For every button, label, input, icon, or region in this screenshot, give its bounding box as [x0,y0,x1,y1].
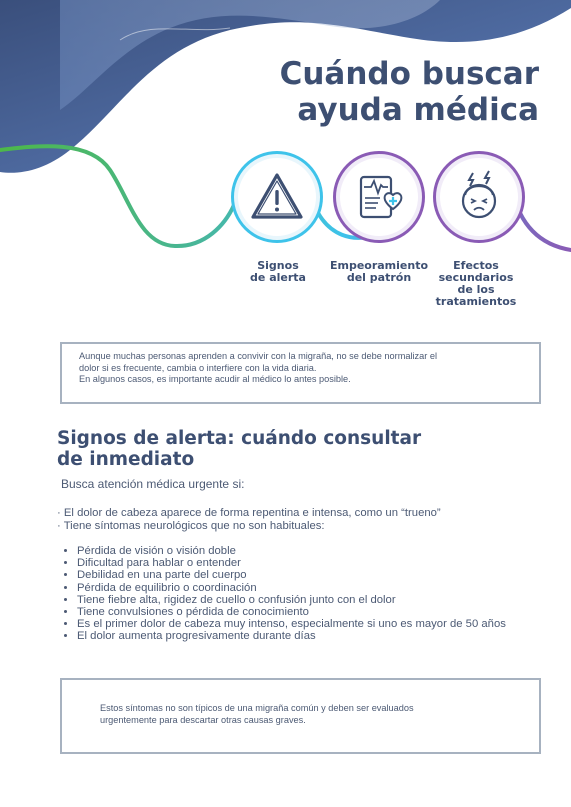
list-item: • El dolor aumenta progresivamente durante días [77,630,547,642]
title-line-1: Cuándo buscar [279,56,539,92]
title-line-2: ayuda médica [297,92,539,128]
bullet-thunderclap: · El dolor de cabeza aparece de forma repentina e intensa, como un “trueno” [57,507,441,519]
page-title [280,56,539,128]
list-item: • Tiene convulsiones o pérdida de conocimiento [77,606,547,618]
list-item: • Pérdida de visión o visión doble [77,545,547,557]
symptom-list [60,545,547,643]
bullet-neurological: · Tiene síntomas neurológicos que no son habituales: [57,520,325,532]
intro-note-box [60,342,541,404]
badge-empeoramiento [336,154,422,240]
list-item: • Debilidad en una parte del cuerpo [77,569,547,581]
list-item: • Dificultad para hablar o entender [77,557,547,569]
badge-efectos-secundarios [436,154,522,240]
section-lead: Busca atención médica urgente si: [61,477,245,491]
main-bullets [57,507,441,533]
badge-label-efectos: Efectos secundarios de los tratamientos [435,259,517,308]
closing-note-text: Estos síntomas no son típicos de una migraña común y deben ser evaluados urgentemente para descartar otras causas graves. [100,703,414,725]
list-item: • Pérdida de equilibrio o coordinación [77,582,547,594]
badge-label-empeoramiento: Empeoramiento del patrón [329,259,429,284]
warning-triangle-icon [245,165,309,229]
headache-face-icon [447,165,511,229]
section-heading: Signos de alerta: cuándo consultar de inmediato [57,428,422,470]
intro-note-text: Aunque muchas personas aprenden a convivir con la migraña, no se debe normalizar el dolor si es frecuente, cambia o interfiere con la vida diaria. En algunos casos, es importante acudir al médico lo antes posible. [79,351,438,384]
closing-note-box [60,678,541,754]
badge-signos-de-alerta [234,154,320,240]
clipboard-heart-icon [347,165,411,229]
list-item: • Tiene fiebre alta, rigidez de cuello o confusión junto con el dolor [77,594,547,606]
list-item: • Es el primer dolor de cabeza muy intenso, especialmente si uno es mayor de 50 años [77,618,547,630]
badge-label-signos: Signos de alerta [250,259,306,284]
